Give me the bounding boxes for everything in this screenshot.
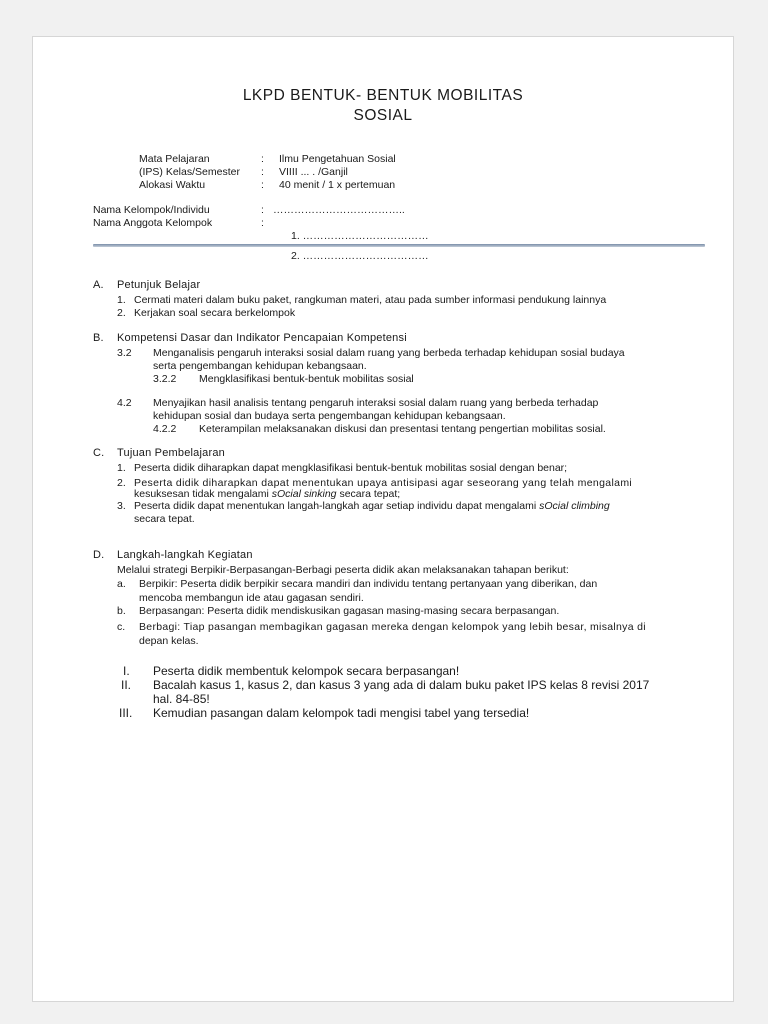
step-a-line2: mencoba membangun ide atau gagasan sendiri. — [139, 592, 364, 604]
section-d-title: Langkah-langkah Kegiatan — [117, 549, 253, 561]
step-a-line1: Berpikir: Peserta didik berpikir secara mandiri dan individu tentang pertanyaan yang diberikan, dan — [139, 578, 598, 590]
step-b-text: Berpasangan: Peserta didik mendiskusikan gagasan masing-masing secara berpasangan. — [139, 605, 560, 617]
goal-2-line2-post: secara tepat; — [336, 488, 401, 500]
group-name-label: Nama Kelompok/Individu — [93, 204, 210, 216]
kd-2-line1: Menyajikan hasil analisis tentang pengaruh interaksi sosial dalam ruang yang berbeda terhadap — [153, 397, 599, 409]
step-c-line1: Berbagi: Tiap pasangan membagikan gagasan mereka dengan kelompok yang lebih besar, misalnya di — [139, 621, 646, 633]
goal-2-line1: Peserta didik diharapkan dapat menentukan upaya antisipasi agar seseorang yang telah mengalami — [134, 477, 633, 489]
indicator-1-text: Mengklasifikasi bentuk-bentuk mobilitas sosial — [199, 373, 414, 385]
info-label-subject: Mata Pelajaran — [139, 153, 210, 165]
activity-1-text: Peserta didik membentuk kelompok secara berpasangan! — [153, 664, 460, 678]
info-sep-class: : — [261, 166, 264, 178]
info-label-time: Alokasi Waktu — [139, 179, 206, 191]
section-d-intro: Melalui strategi Berpikir-Berpasangan-Berbagi peserta didik akan melaksanakan tahapan berikut: — [117, 564, 569, 576]
activity-2-num: II. — [121, 678, 132, 692]
section-c-title: Tujuan Pembelajaran — [117, 447, 225, 459]
goal-3-line1-pre: Peserta didik dapat menentukan langah-langkah agar setiap individu dapat mengalami — [134, 500, 540, 512]
info-label-class: (IPS) Kelas/Semester — [139, 166, 240, 178]
document-page — [32, 36, 734, 1002]
step-b-letter: b. — [117, 605, 126, 617]
goal-3-line1-em: sOcial climbing — [539, 500, 610, 512]
goal-3-num: 3. — [117, 500, 126, 512]
goal-2-line2-pre: kesuksesan tidak mengalami — [134, 488, 272, 500]
kd-1-line2: serta pengembangan kehidupan kebangsaan. — [153, 360, 367, 372]
info-value-class: VIIII ... . /Ganjil — [279, 166, 348, 178]
section-c-letter: C. — [93, 447, 105, 459]
kd-2-line2: kehidupan sosial dan budaya serta pengembangan kehidupan kebangsaan. — [153, 410, 506, 422]
group-name-field[interactable]: ……………………………….. — [273, 204, 405, 216]
section-d-letter: D. — [93, 549, 105, 561]
kd-1-num: 3.2 — [117, 347, 132, 359]
indicator-2-text: Keterampilan melaksanakan diskusi dan presentasi tentang pengertian mobilitas sosial. — [199, 423, 606, 435]
indicator-1-num: 3.2.2 — [153, 373, 177, 385]
separator-rule — [93, 244, 705, 247]
group-members-sep: : — [261, 217, 264, 229]
section-a-item-2-num: 2. — [117, 307, 126, 319]
goal-3-line1 — [134, 500, 610, 513]
goal-1-num: 1. — [117, 462, 126, 474]
document-title-line1: LKPD BENTUK- BENTUK MOBILITAS — [242, 87, 524, 104]
group-members-label: Nama Anggota Kelompok — [93, 217, 213, 229]
info-value-subject: Ilmu Pengetahuan Sosial — [279, 153, 396, 165]
goal-3-line2: secara tepat. — [134, 513, 195, 525]
kd-1-line1: Menganalisis pengaruh interaksi sosial dalam ruang yang berbeda terhadap kehidupan sosial budaya — [153, 347, 625, 359]
kd-2-num: 4.2 — [117, 397, 132, 409]
section-a-title: Petunjuk Belajar — [117, 279, 201, 291]
goal-2-line2-em: sOcial sinking — [271, 488, 337, 500]
section-a-letter: A. — [93, 279, 104, 291]
section-b-title: Kompetensi Dasar dan Indikator Pencapaian Kompetensi — [117, 332, 407, 344]
member-2-field[interactable]: 2. ……………………………… — [291, 250, 429, 262]
info-value-time: 40 menit / 1 x pertemuan — [279, 179, 396, 191]
section-a-item-1-num: 1. — [117, 294, 126, 306]
activity-2-line2: hal. 84-85! — [153, 692, 210, 706]
goal-2-num: 2. — [117, 477, 126, 489]
section-b-letter: B. — [93, 332, 104, 344]
section-a-item-2-text: Kerjakan soal secara berkelompok — [134, 307, 296, 319]
indicator-2-num: 4.2.2 — [153, 423, 177, 435]
goal-1-text: Peserta didik diharapkan dapat mengklasifikasi bentuk-bentuk mobilitas sosial dengan benar; — [134, 462, 568, 474]
activity-3-text: Kemudian pasangan dalam kelompok tadi mengisi tabel yang tersedia! — [153, 706, 530, 720]
step-c-letter: c. — [117, 621, 126, 633]
step-c-line2: depan kelas. — [139, 635, 199, 647]
activity-1-num: I. — [123, 664, 130, 678]
group-name-sep: : — [261, 204, 264, 216]
info-sep-time: : — [261, 179, 264, 191]
member-1-field[interactable]: 1. ……………………………… — [291, 230, 429, 242]
info-sep-subject: : — [261, 153, 264, 165]
activity-3-num: III. — [119, 706, 133, 720]
activity-2-line1: Bacalah kasus 1, kasus 2, dan kasus 3 yang ada di dalam buku paket IPS kelas 8 revisi 2017 — [153, 678, 650, 692]
document-title-line2: SOSIAL — [353, 107, 413, 124]
step-a-letter: a. — [117, 578, 126, 590]
section-a-item-1-text: Cermati materi dalam buku paket, rangkuman materi, atau pada sumber informasi pendukung lainnya — [134, 294, 607, 306]
